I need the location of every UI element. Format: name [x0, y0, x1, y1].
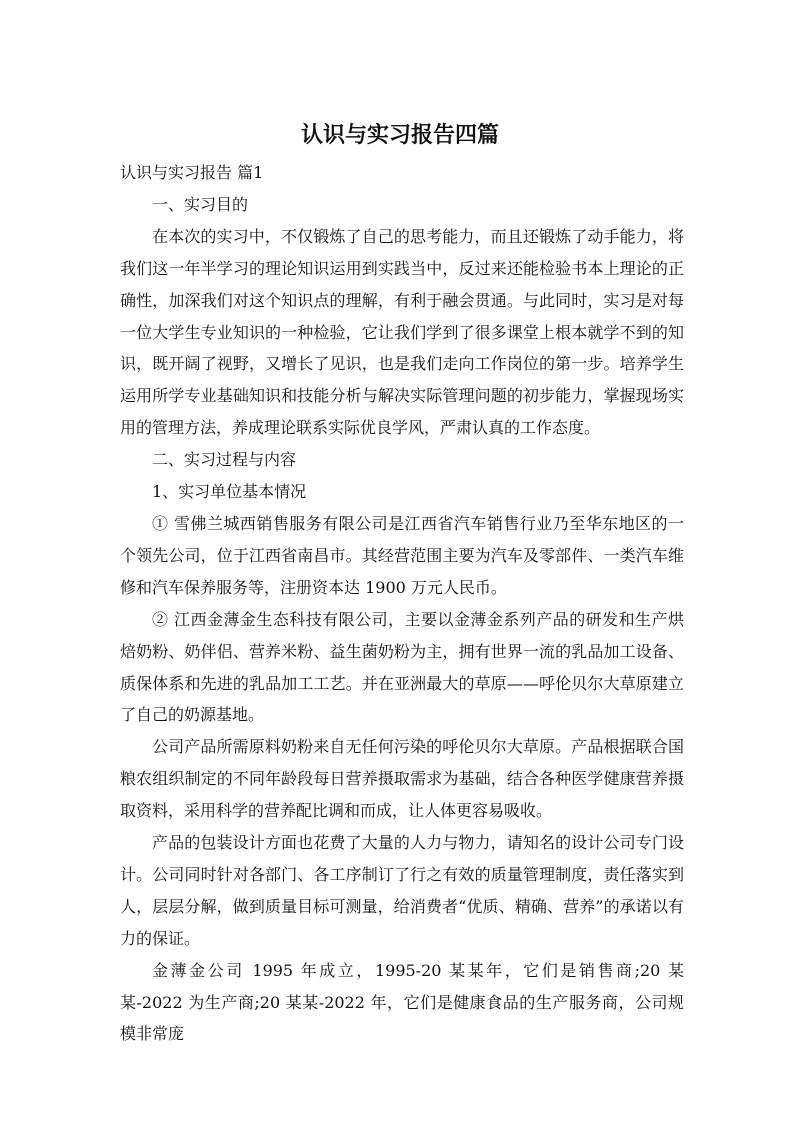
- paragraph-history: 金薄金公司 1995 年成立，1995-20 某某年，它们是销售商;20 某某-2022 为生产商;20 某某-2022 年，它们是健康食品的生产服务商，公司规模非常庞: [120, 960, 684, 1044]
- subheading-process: 二、实习过程与内容: [152, 450, 297, 470]
- subheading-purpose: 一、实习目的: [152, 194, 249, 214]
- subheading-company-info: 1、实习单位基本情况: [152, 482, 307, 502]
- document-body: [120, 157, 684, 1050]
- paragraph-company-2: ② 江西金薄金生态科技有限公司，主要以金薄金系列产品的研发和生产烘焙奶粉、奶伴侣、营养米粉、益生菌奶粉为主，拥有世界一流的乳品加工设备、质保体系和先进的乳品加工工艺。并在亚洲最大的草原——呼伦贝尔大草原建立了自己的奶源基地。: [120, 609, 684, 725]
- paragraph-raw-materials: 公司产品所需原料奶粉来自无任何污染的呼伦贝尔大草原。产品根据联合国粮农组织制定的不同年龄段每日营养摄取需求为基础，结合各种医学健康营养摄取资料，采用科学的营养配比调和而成，让人体更容易吸收。: [120, 737, 684, 821]
- paragraph-purpose: 在本次的实习中，不仅锻炼了自己的思考能力，而且还锻炼了动手能力，将我们这一年半学习的理论知识运用到实践当中，反过来还能检验书本上理论的正确性，加深我们对这个知识点的理解，有利于融会贯通。与此同时，实习是对每一位大学生专业知识的一种检验，它让我们学到了很多课堂上根本就学不到的知识，既开阔了视野，又增长了见识，也是我们走向工作岗位的第一步。培养学生运用所学专业基础知识和技能分析与解决实际管理问题的初步能力，掌握现场实用的管理方法，养成理论联系实际优良学风，严肃认真的工作态度。: [120, 226, 684, 438]
- paragraph-packaging: 产品的包装设计方面也花费了大量的人力与物力，请知名的设计公司专门设计。公司同时针对各部门、各工序制订了行之有效的质量管理制度，责任落实到人，层层分解，做到质量目标可测量，给消费者“优质、精确、营养”的承诺以有力的保证。: [120, 833, 684, 948]
- document-title: 认识与实习报告四篇: [300, 123, 499, 148]
- paragraph-company-1: ① 雪佛兰城西销售服务有限公司是江西省汽车销售行业乃至华东地区的一个领先公司，位于江西省南昌市。其经营范围主要为汽车及零部件、一类汽车维修和汽车保养服务等，注册资本达 1900 万元人民币。: [120, 513, 684, 597]
- section-heading: 认识与实习报告 篇1: [120, 163, 264, 182]
